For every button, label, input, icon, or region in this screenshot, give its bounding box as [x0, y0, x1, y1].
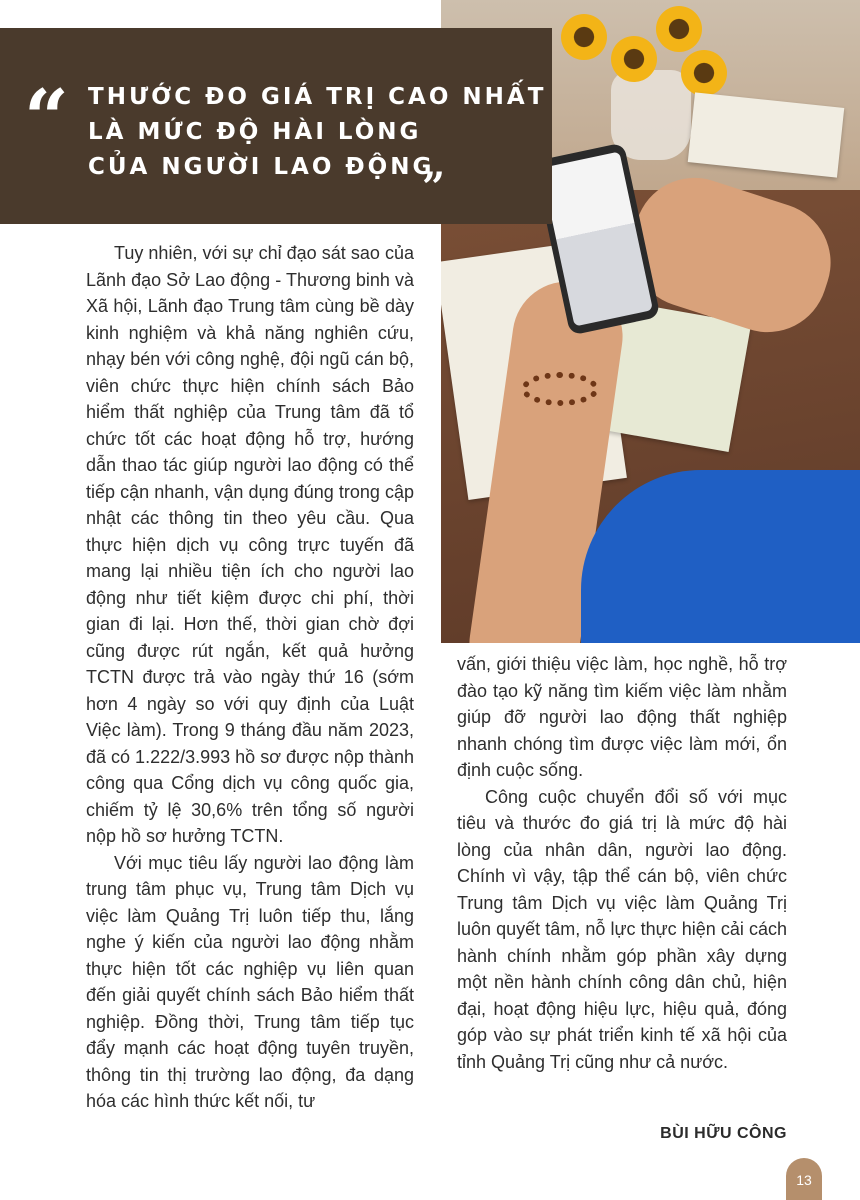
sunflower-icon	[681, 50, 727, 96]
article-title-box	[0, 28, 552, 224]
left-text-column	[86, 240, 414, 1115]
body-paragraph-continued: vấn, giới thiệu việc làm, học nghề, hỗ trợ đào tạo kỹ năng tìm kiếm việc làm nhằm giúp đỡ người lao động thất nghiệp nhanh chóng tìm được việc làm mới, ổn định cuộc sống.	[457, 654, 787, 780]
close-quote-icon: ”	[422, 164, 446, 211]
sunflower-icon	[561, 14, 607, 60]
body-paragraph: Công cuộc chuyển đổi số với mục tiêu và thước đo giá trị là mức độ hài lòng của nhân dân, người lao động. Chính vì vậy, tập thể cán bộ, viên chức Trung tâm Dịch vụ việc làm Quảng Trị luôn quyết tâm, nỗ lực thực hiện cải cách hành chính nhằm góp phần xây dựng một nền hành chính công dân chủ, hiện đại, hoạt động hiệu lực, hiệu quả, đóng góp vào sự phát triển kinh tế xã hội của tỉnh Quảng Trị cũng như cả nước.	[457, 786, 787, 1072]
title-line-2: LÀ MỨC ĐỘ HÀI LÒNG	[88, 119, 422, 145]
page-number: 13	[796, 1172, 812, 1188]
body-paragraph: Với mục tiêu lấy người lao động làm trung tâm phục vụ, Trung tâm Dịch vụ việc làm Quảng Trị luôn tiếp thu, lắng nghe ý kiến của người lao động nhằm thực hiện tốt các nghiệp vụ liên quan đến giải quyết chính sách Bảo hiểm thất nghiệp. Đồng thời, Trung tâm tiếp tục đẩy mạnh các hoạt động tuyên truyền, thông tin thị trường lao động, đa dạng hóa các hình thức kết nối, tư	[86, 852, 414, 1111]
title-line-3: CỦA NGƯỜI LAO ĐỘNG	[88, 154, 435, 180]
sunflower-icon	[611, 36, 657, 82]
body-paragraph: Tuy nhiên, với sự chỉ đạo sát sao của Lãnh đạo Sở Lao động - Thương binh và Xã hội, Lãnh đạo Trung tâm cùng bề dày kinh nghiệm và khả năng nghiên cứu, nhạy bén với công nghệ, đội ngũ cán bộ, viên chức thực hiện chính sách Bảo hiểm thất nghiệp của Trung tâm đã tổ chức tốt các hoạt động hỗ trợ, hướng dẫn thao tác giúp người lao động có thể tiếp cận nhanh, vận dụng đúng trong cập nhật các thông tin theo yêu cầu. Qua thực hiện dịch vụ công trực tuyến đã mang lại nhiều tiện ích cho người lao động như tiết kiệm được chi phí, thời gian đi lại. Hơn thế, thời gian chờ đợi cũng được rút ngắn, kết quả hưởng TCTN được trả vào ngày thứ 16 (sớm hơn 4 ngày so với quy định của Luật Việc làm). Trong 9 tháng đầu năm 2023, đã có 1.222/3.993 hồ sơ được nộp thành công qua Cổng dịch vụ công quốc gia, chiếm tỷ lệ 30,6% trên tổng số người nộp hồ sơ hưởng TCTN.	[86, 243, 414, 846]
title-line-1: THƯỚC ĐO GIÁ TRỊ CAO NHẤT	[88, 84, 547, 110]
flower-vase	[611, 70, 691, 160]
author-byline: BÙI HỮU CÔNG	[660, 1125, 787, 1142]
open-quote-icon: “	[24, 73, 69, 164]
page-number-tab	[786, 1158, 822, 1200]
bracelet	[521, 372, 599, 406]
right-text-column	[457, 651, 787, 1075]
sunflower-icon	[656, 6, 702, 52]
